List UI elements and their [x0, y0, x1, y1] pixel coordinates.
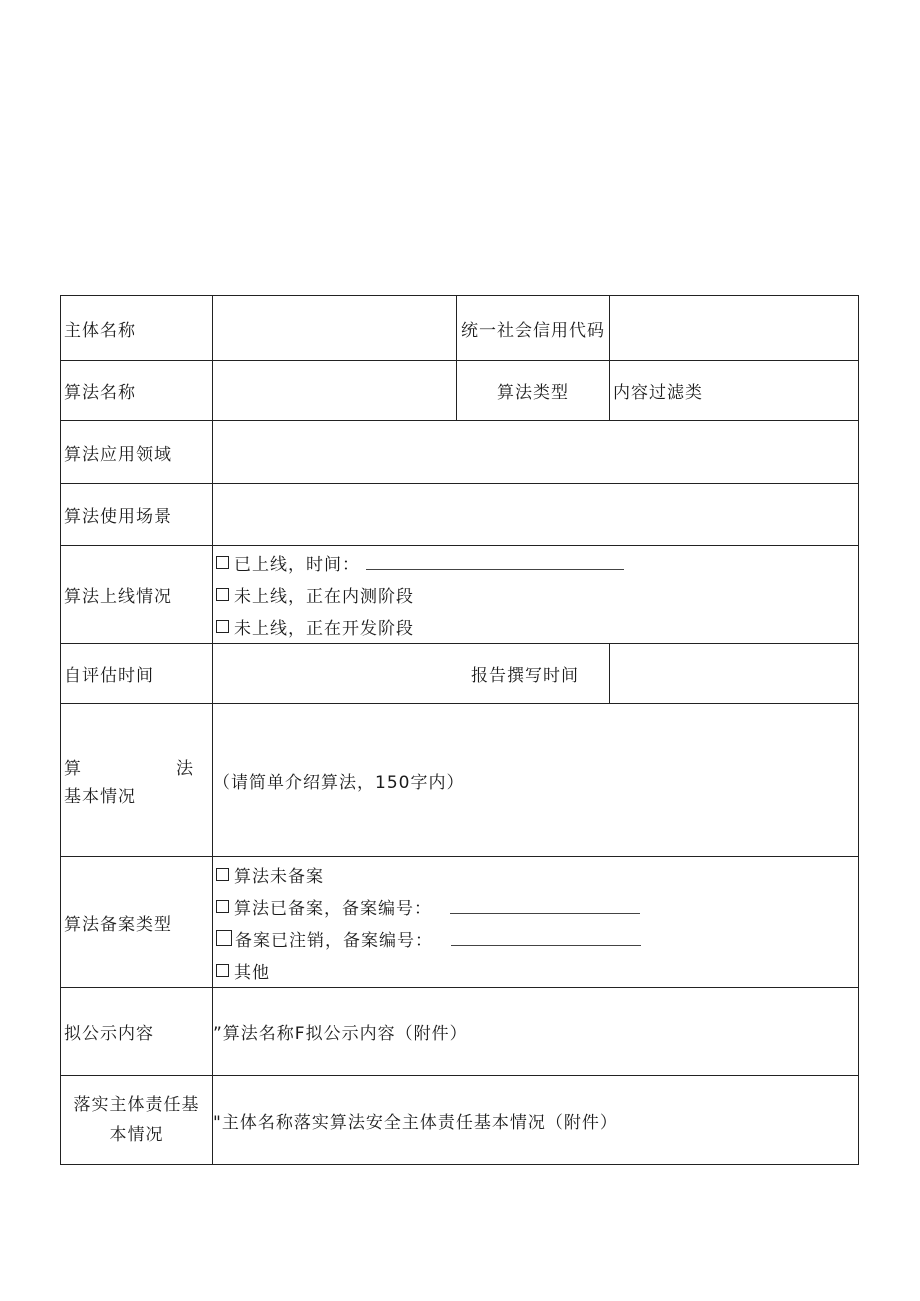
online-option-label: 未上线，正在开发阶段	[234, 619, 414, 639]
report-time-label: 报告撰写时间	[471, 666, 579, 686]
credit-code-label: 统一社会信用代码	[457, 296, 610, 361]
filing-option-cancelled[interactable]	[213, 922, 858, 954]
responsibility-value[interactable]: "主体名称落实算法安全主体责任基本情况（附件）	[213, 1076, 859, 1165]
self-eval-field[interactable]	[213, 644, 610, 704]
row-scenario	[61, 484, 859, 546]
filing-options	[213, 857, 859, 988]
publish-value[interactable]: ”算法名称F拟公示内容（附件）	[213, 988, 859, 1076]
checkbox-icon[interactable]	[216, 930, 232, 946]
scenario-field[interactable]	[213, 484, 859, 546]
filing-option-label: 备案已注销，备案编号：	[235, 930, 433, 951]
algorithm-self-assessment-form	[60, 295, 859, 1165]
filing-option-label: 算法未备案	[234, 866, 324, 887]
algo-name-field[interactable]	[213, 361, 457, 421]
filing-option-label: 算法已备案，备案编号：	[234, 898, 432, 919]
publish-label: 拟公示内容	[61, 988, 213, 1076]
cancelled-number-blank[interactable]	[451, 931, 641, 946]
basic-info-field[interactable]	[213, 704, 859, 857]
filing-label: 算法备案类型	[61, 857, 213, 988]
checkbox-icon[interactable]	[216, 900, 229, 913]
filing-option-filed[interactable]	[213, 890, 858, 922]
online-option-label: 未上线，正在内测阶段	[234, 587, 414, 607]
row-algo-name	[61, 361, 859, 421]
subject-name-label: 主体名称	[61, 296, 213, 361]
basic-label-part1: 算	[64, 758, 82, 779]
algo-type-value[interactable]: 内容过滤类	[610, 361, 859, 421]
online-option-development[interactable]	[213, 611, 858, 643]
filing-number-blank[interactable]	[450, 899, 640, 914]
row-filing	[61, 857, 859, 988]
checkbox-icon[interactable]	[216, 964, 229, 977]
online-options	[213, 546, 859, 644]
algo-name-label: 算法名称	[61, 361, 213, 421]
online-option-label: 已上线，时间：	[234, 555, 360, 575]
domain-field[interactable]	[213, 421, 859, 484]
credit-code-field[interactable]	[610, 296, 859, 361]
online-option-internal-test[interactable]	[213, 579, 858, 611]
checkbox-icon[interactable]	[216, 556, 229, 569]
online-label: 算法上线情况	[61, 546, 213, 644]
row-publish	[61, 988, 859, 1076]
row-self-eval	[61, 644, 859, 704]
filing-option-label: 其他	[234, 962, 270, 983]
algo-type-label: 算法类型	[457, 361, 610, 421]
basic-label-part3: 基本情况	[64, 786, 136, 807]
basic-hint: （请简单介绍算法，150字内）	[213, 772, 465, 793]
row-basic	[61, 704, 859, 857]
checkbox-icon[interactable]	[216, 620, 229, 633]
row-responsibility	[61, 1076, 859, 1165]
scenario-label: 算法使用场景	[61, 484, 213, 546]
filing-option-none[interactable]	[213, 858, 858, 890]
report-time-field[interactable]	[610, 644, 859, 704]
basic-label	[61, 704, 213, 857]
launch-time-blank[interactable]	[366, 555, 624, 570]
row-subject	[61, 296, 859, 361]
row-domain	[61, 421, 859, 484]
filing-option-other[interactable]	[213, 954, 858, 986]
row-online	[61, 546, 859, 644]
subject-name-field[interactable]	[213, 296, 457, 361]
basic-label-part2: 法	[176, 758, 194, 779]
self-eval-label: 自评估时间	[61, 644, 213, 704]
checkbox-icon[interactable]	[216, 868, 229, 881]
checkbox-icon[interactable]	[216, 588, 229, 601]
basic-label-line1	[61, 754, 212, 779]
responsibility-label: 落实主体责任基本情况	[61, 1076, 213, 1165]
online-option-launched[interactable]	[213, 547, 858, 579]
domain-label: 算法应用领域	[61, 421, 213, 484]
